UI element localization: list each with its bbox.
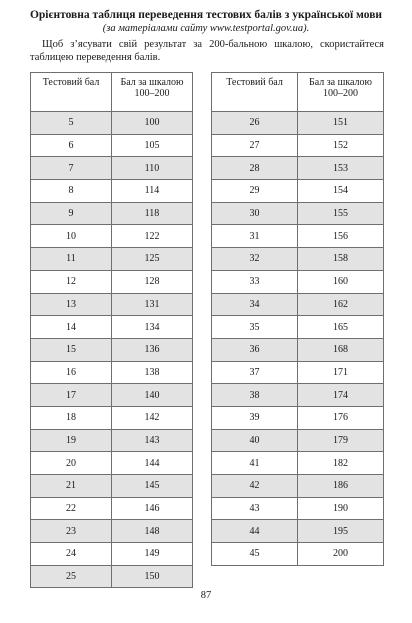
table-row [212, 497, 384, 520]
page-number: 87 [200, 590, 212, 601]
table-row [31, 316, 193, 339]
table-row [212, 316, 384, 339]
header-scale-score [112, 73, 193, 112]
test-score-cell: 45 [212, 543, 298, 566]
test-score-cell: 11 [31, 248, 112, 271]
test-score-cell: 30 [212, 202, 298, 225]
table-row [212, 157, 384, 180]
test-score-cell: 8 [31, 180, 112, 203]
scale-score-cell: 168 [298, 338, 384, 361]
test-score-cell: 42 [212, 475, 298, 498]
test-score-cell: 24 [31, 543, 112, 566]
scale-score-cell: 151 [298, 112, 384, 135]
test-score-cell: 16 [31, 361, 112, 384]
conversion-table-right [211, 72, 384, 566]
scale-score-cell: 144 [112, 452, 193, 475]
test-score-cell: 21 [31, 475, 112, 498]
table-row [31, 180, 193, 203]
header-scale-score [298, 73, 384, 112]
table-row [212, 293, 384, 316]
scale-score-cell: 105 [112, 134, 193, 157]
scale-score-cell: 138 [112, 361, 193, 384]
table-row [212, 270, 384, 293]
scale-score-cell: 145 [112, 475, 193, 498]
table-row [31, 293, 193, 316]
scale-score-cell: 156 [298, 225, 384, 248]
intro-paragraph: Щоб з’ясувати свій результат за 200-бальною шкалою, скористайтеся таблицею переведення балів. [30, 39, 384, 63]
table-row [31, 429, 193, 452]
test-score-cell: 34 [212, 293, 298, 316]
scale-score-cell: 153 [298, 157, 384, 180]
scale-score-cell: 118 [112, 202, 193, 225]
table-row [212, 406, 384, 429]
header-scale-line2: 100–200 [323, 88, 358, 99]
table-row [212, 338, 384, 361]
test-score-cell: 43 [212, 497, 298, 520]
scale-score-cell: 176 [298, 406, 384, 429]
table-row [31, 565, 193, 588]
table-row [31, 452, 193, 475]
test-score-cell: 39 [212, 406, 298, 429]
test-score-cell: 27 [212, 134, 298, 157]
scale-score-cell: 154 [298, 180, 384, 203]
scale-score-cell: 100 [112, 112, 193, 135]
table-row [31, 202, 193, 225]
scale-score-cell: 140 [112, 384, 193, 407]
test-score-cell: 35 [212, 316, 298, 339]
table-body-right [212, 112, 384, 566]
table-row [212, 384, 384, 407]
test-score-cell: 26 [212, 112, 298, 135]
test-score-cell: 36 [212, 338, 298, 361]
test-score-cell: 40 [212, 429, 298, 452]
scale-score-cell: 150 [112, 565, 193, 588]
table-row [31, 406, 193, 429]
test-score-cell: 15 [31, 338, 112, 361]
test-score-cell: 41 [212, 452, 298, 475]
table-row [31, 248, 193, 271]
scale-score-cell: 110 [112, 157, 193, 180]
header-scale-line2: 100–200 [134, 88, 170, 99]
scale-score-cell: 142 [112, 406, 193, 429]
table-row [31, 361, 193, 384]
test-score-cell: 33 [212, 270, 298, 293]
table-row [31, 338, 193, 361]
scale-score-cell: 195 [298, 520, 384, 543]
test-score-cell: 32 [212, 248, 298, 271]
scale-score-cell: 149 [112, 543, 193, 566]
scale-score-cell: 174 [298, 384, 384, 407]
table-row [31, 134, 193, 157]
test-score-cell: 6 [31, 134, 112, 157]
header-test-score: Тестовий бал [212, 73, 298, 112]
scale-score-cell: 155 [298, 202, 384, 225]
scale-score-cell: 114 [112, 180, 193, 203]
table-row [31, 543, 193, 566]
scale-score-cell: 143 [112, 429, 193, 452]
table-row [31, 497, 193, 520]
table-row [212, 475, 384, 498]
scale-score-cell: 162 [298, 293, 384, 316]
table-row [31, 225, 193, 248]
test-score-cell: 13 [31, 293, 112, 316]
scale-score-cell: 179 [298, 429, 384, 452]
scale-score-cell: 182 [298, 452, 384, 475]
header-scale-line1: Бал за шкалою [120, 77, 184, 88]
table-row [212, 202, 384, 225]
test-score-cell: 7 [31, 157, 112, 180]
test-score-cell: 22 [31, 497, 112, 520]
table-row [212, 361, 384, 384]
table-row [212, 112, 384, 135]
test-score-cell: 20 [31, 452, 112, 475]
scale-score-cell: 134 [112, 316, 193, 339]
scale-score-cell: 125 [112, 248, 193, 271]
scale-score-cell: 165 [298, 316, 384, 339]
table-row [212, 225, 384, 248]
scale-score-cell: 160 [298, 270, 384, 293]
scale-score-cell: 146 [112, 497, 193, 520]
page-subtitle: (за матеріалами сайту www.testportal.gov.ua). [102, 23, 310, 34]
table-row [212, 520, 384, 543]
table-row [31, 384, 193, 407]
scale-score-cell: 200 [298, 543, 384, 566]
test-score-cell: 25 [31, 565, 112, 588]
table-row [31, 157, 193, 180]
table-row [212, 134, 384, 157]
table-row [31, 475, 193, 498]
test-score-cell: 18 [31, 406, 112, 429]
scale-score-cell: 190 [298, 497, 384, 520]
page-title: Орієнтовна таблиця переведення тестових балів з української мови [29, 9, 383, 21]
test-score-cell: 38 [212, 384, 298, 407]
table-row [212, 180, 384, 203]
scale-score-cell: 171 [298, 361, 384, 384]
header-test-score: Тестовий бал [31, 73, 112, 112]
scale-score-cell: 136 [112, 338, 193, 361]
table-row [212, 452, 384, 475]
table-row [212, 248, 384, 271]
scale-score-cell: 128 [112, 270, 193, 293]
table-header-row [212, 73, 384, 112]
table-header-row [31, 73, 193, 112]
test-score-cell: 5 [31, 112, 112, 135]
test-score-cell: 28 [212, 157, 298, 180]
test-score-cell: 44 [212, 520, 298, 543]
test-score-cell: 17 [31, 384, 112, 407]
test-score-cell: 14 [31, 316, 112, 339]
table-row [212, 543, 384, 566]
test-score-cell: 31 [212, 225, 298, 248]
test-score-cell: 37 [212, 361, 298, 384]
test-score-cell: 10 [31, 225, 112, 248]
table-row [31, 520, 193, 543]
table-row [212, 429, 384, 452]
scale-score-cell: 186 [298, 475, 384, 498]
scale-score-cell: 148 [112, 520, 193, 543]
header-scale-line1: Бал за шкалою [308, 77, 373, 88]
scale-score-cell: 131 [112, 293, 193, 316]
test-score-cell: 23 [31, 520, 112, 543]
conversion-table-left [30, 72, 193, 588]
scale-score-cell: 152 [298, 134, 384, 157]
test-score-cell: 12 [31, 270, 112, 293]
table-row [31, 270, 193, 293]
test-score-cell: 29 [212, 180, 298, 203]
scale-score-cell: 158 [298, 248, 384, 271]
table-body-left [31, 112, 193, 588]
table-row [31, 112, 193, 135]
test-score-cell: 9 [31, 202, 112, 225]
test-score-cell: 19 [31, 429, 112, 452]
scale-score-cell: 122 [112, 225, 193, 248]
